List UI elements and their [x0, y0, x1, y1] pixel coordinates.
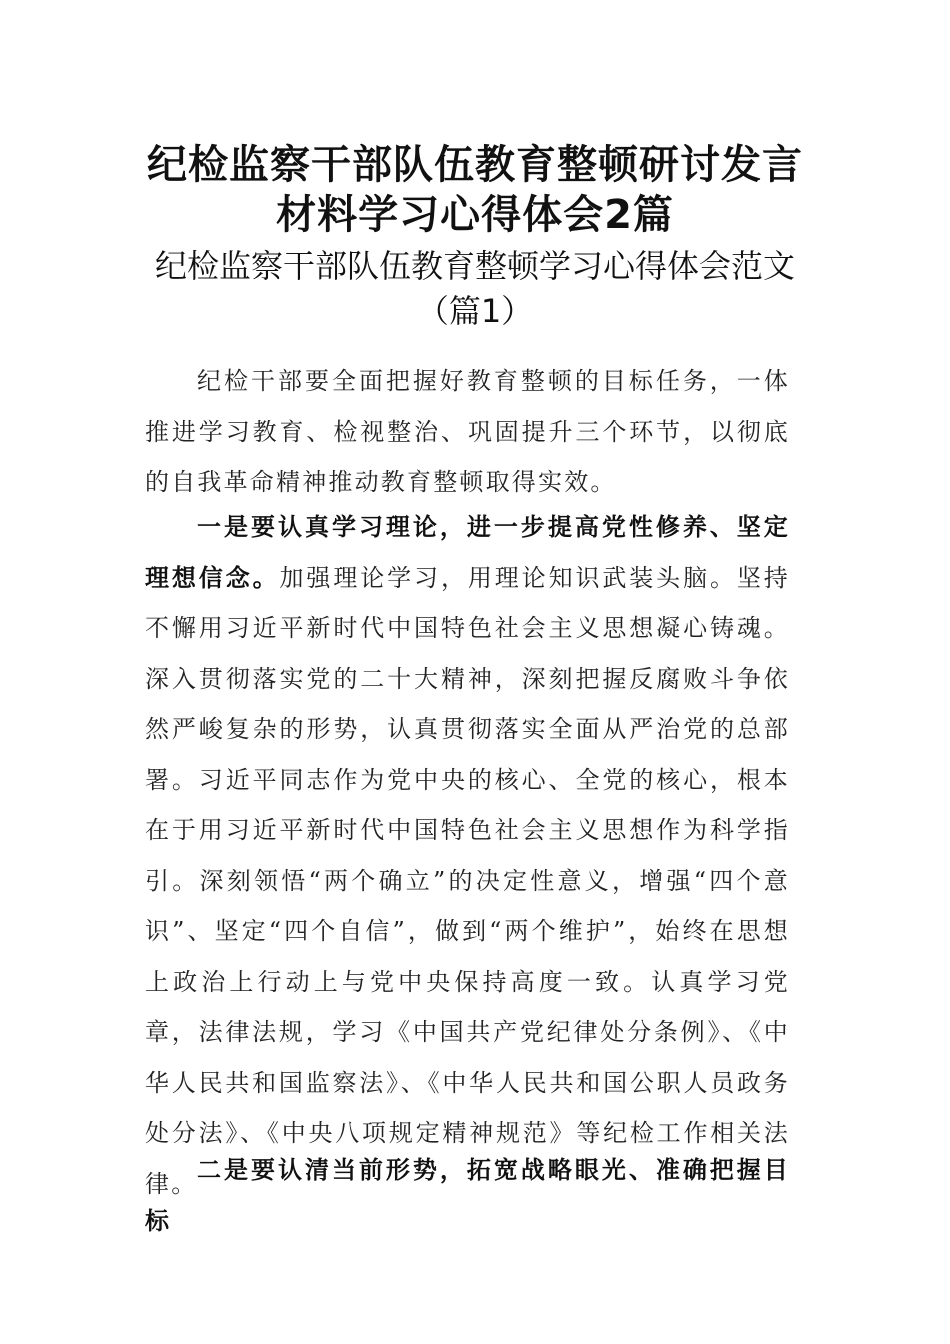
- document-title: 纪检监察干部队伍教育整顿研讨发言材料学习心得体会2篇: [147, 142, 803, 238]
- paragraph-text: 加强理论学习，用理论知识武装头脑。坚持不懈用习近平新时代中国特色社会主义思想凝心铸魂。深入贯彻落实党的二十大精神，深刻把握反腐败斗争依然严峻复杂的形势，认真贯彻落实全面从严治党的总部署。习近平同志作为党中央的核心、全党的核心，根本在于用习近平新时代中国特色社会主义思想作为科学指引。深刻领悟“两个确立”的决定性意义，增强“四个意识”、坚定“四个自信”，做到“两个维护”，始终在思想上政治上行动上与党中央保持高度一致。认真学习党章，法律法规，学习《中国共产党纪律处分条例》、《中华人民共和国监察法》、《中华人民共和国公职人员政务处分法》、《中央八项规定精神规范》等纪检工作相关法律。: [145, 563, 790, 1198]
- document-subtitle: 纪检监察干部队伍教育整顿学习心得体会范文（篇1）: [154, 247, 795, 330]
- paragraph-point-two: [145, 1145, 790, 1246]
- paragraph-lead: 二是要认清当前形势，拓宽战略眼光、准确把握目标: [145, 1155, 790, 1235]
- paragraph-point-one: [145, 502, 790, 1209]
- paragraph-intro: [145, 356, 790, 508]
- paragraph-text: 纪检干部要全面把握好教育整顿的目标任务，一体推进学习教育、检视整治、巩固提升三个环节，以彻底的自我革命精神推动教育整顿取得实效。: [145, 367, 790, 496]
- paragraph-lead: 一是要认真学习理论，进一步提高党性修养、坚定理想信念。: [145, 512, 790, 592]
